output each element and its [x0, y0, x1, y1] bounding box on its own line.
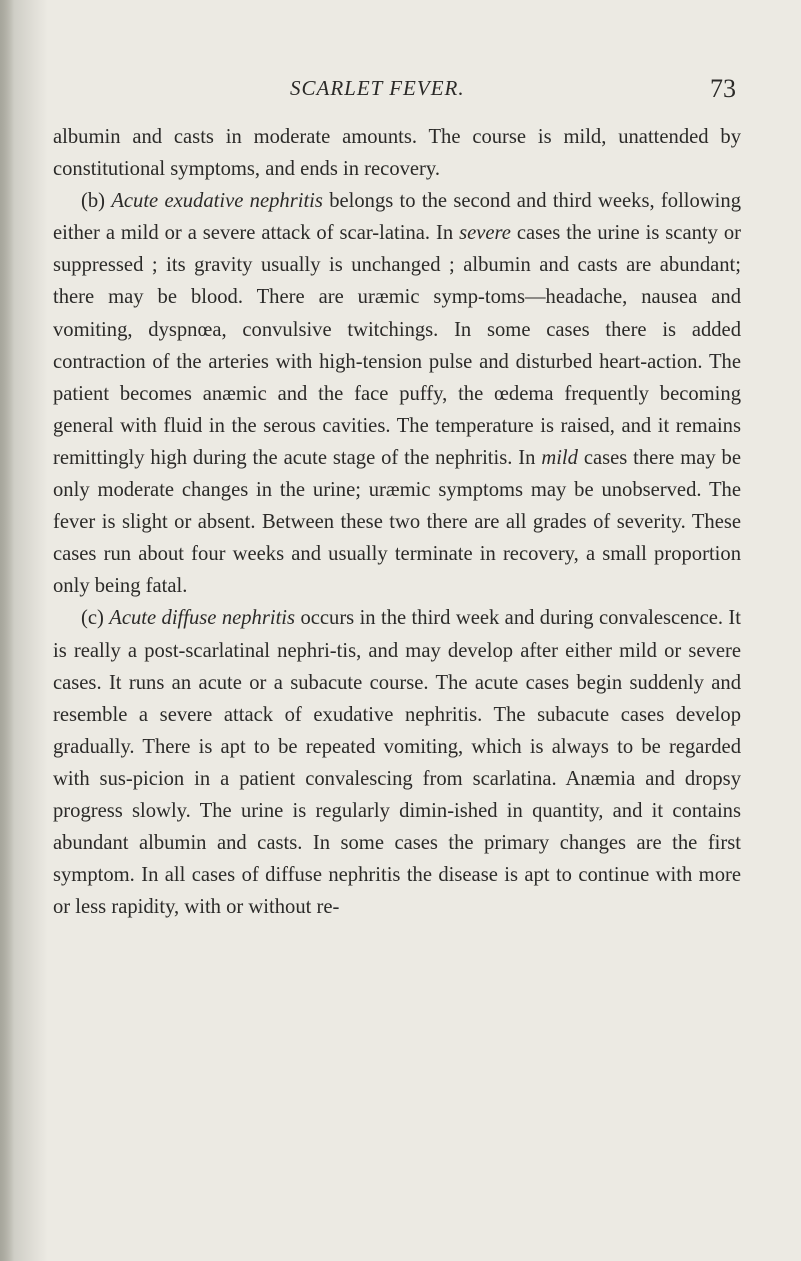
text-segment: belongs to the second and third weeks, following either a mild or a severe attack of scar-latina. In — [53, 190, 741, 245]
running-title: SCARLET FEVER. — [290, 76, 465, 100]
binding-shadow — [0, 0, 14, 1261]
term-severe: severe — [459, 222, 511, 245]
text-segment: cases there may be only moderate changes in the urine; uræmic symptoms may be unobserved. The fever is slight or absent. Between these two there are all grades of severity. These cases run about four weeks and usually terminate in recovery, a small proportion only being fatal. — [53, 446, 741, 598]
item-marker-b: (b) — [81, 190, 112, 213]
item-marker-c: (c) — [81, 607, 110, 630]
page-number: 73 — [710, 74, 736, 103]
text-segment: cases the urine is scanty or suppressed ; its gravity usually is unchanged ; albumin and casts are abundant; there may be blood. There are uræmic symp-toms—headache, nausea and vomiting, dyspnœa, convulsive twitchings. In some cases there is added contraction of the arteries with high-tension pulse and disturbed heart-action. The patient becomes anæmic and the face puffy, the œdema frequently becoming general with fluid in the serous cavities. The temperature is raised, and it remains remittingly high during the acute stage of the nephritis. In — [53, 222, 741, 469]
paragraph-exudative-nephritis — [53, 185, 741, 602]
term-acute-diffuse-nephritis: Acute diffuse nephritis — [109, 607, 296, 630]
paragraph-continuation: albumin and casts in moderate amounts. The course is mild, unattended by constitutional symptoms, and ends in recovery. — [53, 126, 741, 181]
paragraph-diffuse-nephritis — [53, 602, 741, 923]
page-header — [0, 76, 801, 110]
term-acute-exudative-nephritis: Acute exudative nephritis — [111, 190, 323, 213]
term-mild: mild — [541, 446, 578, 469]
body-text — [53, 121, 741, 923]
text-segment: occurs in the third week and during convalescence. It is really a post-scarlatinal nephri-tis, and may develop after either mild or severe cases. It runs an acute or a subacute course. The acute cases begin suddenly and resemble a severe attack of exudative nephritis. The subacute cases develop gradually. There is apt to be repeated vomiting, which is always to be regarded with sus-picion in a patient convalescing from scarlatina. Anæmia and dropsy progress slowly. The urine is regularly dimin-ished in quantity, and it contains abundant albumin and casts. In some cases the primary changes are the first symptom. In all cases of diffuse nephritis the disease is apt to continue with more or less rapidity, with or without re- — [53, 607, 741, 919]
